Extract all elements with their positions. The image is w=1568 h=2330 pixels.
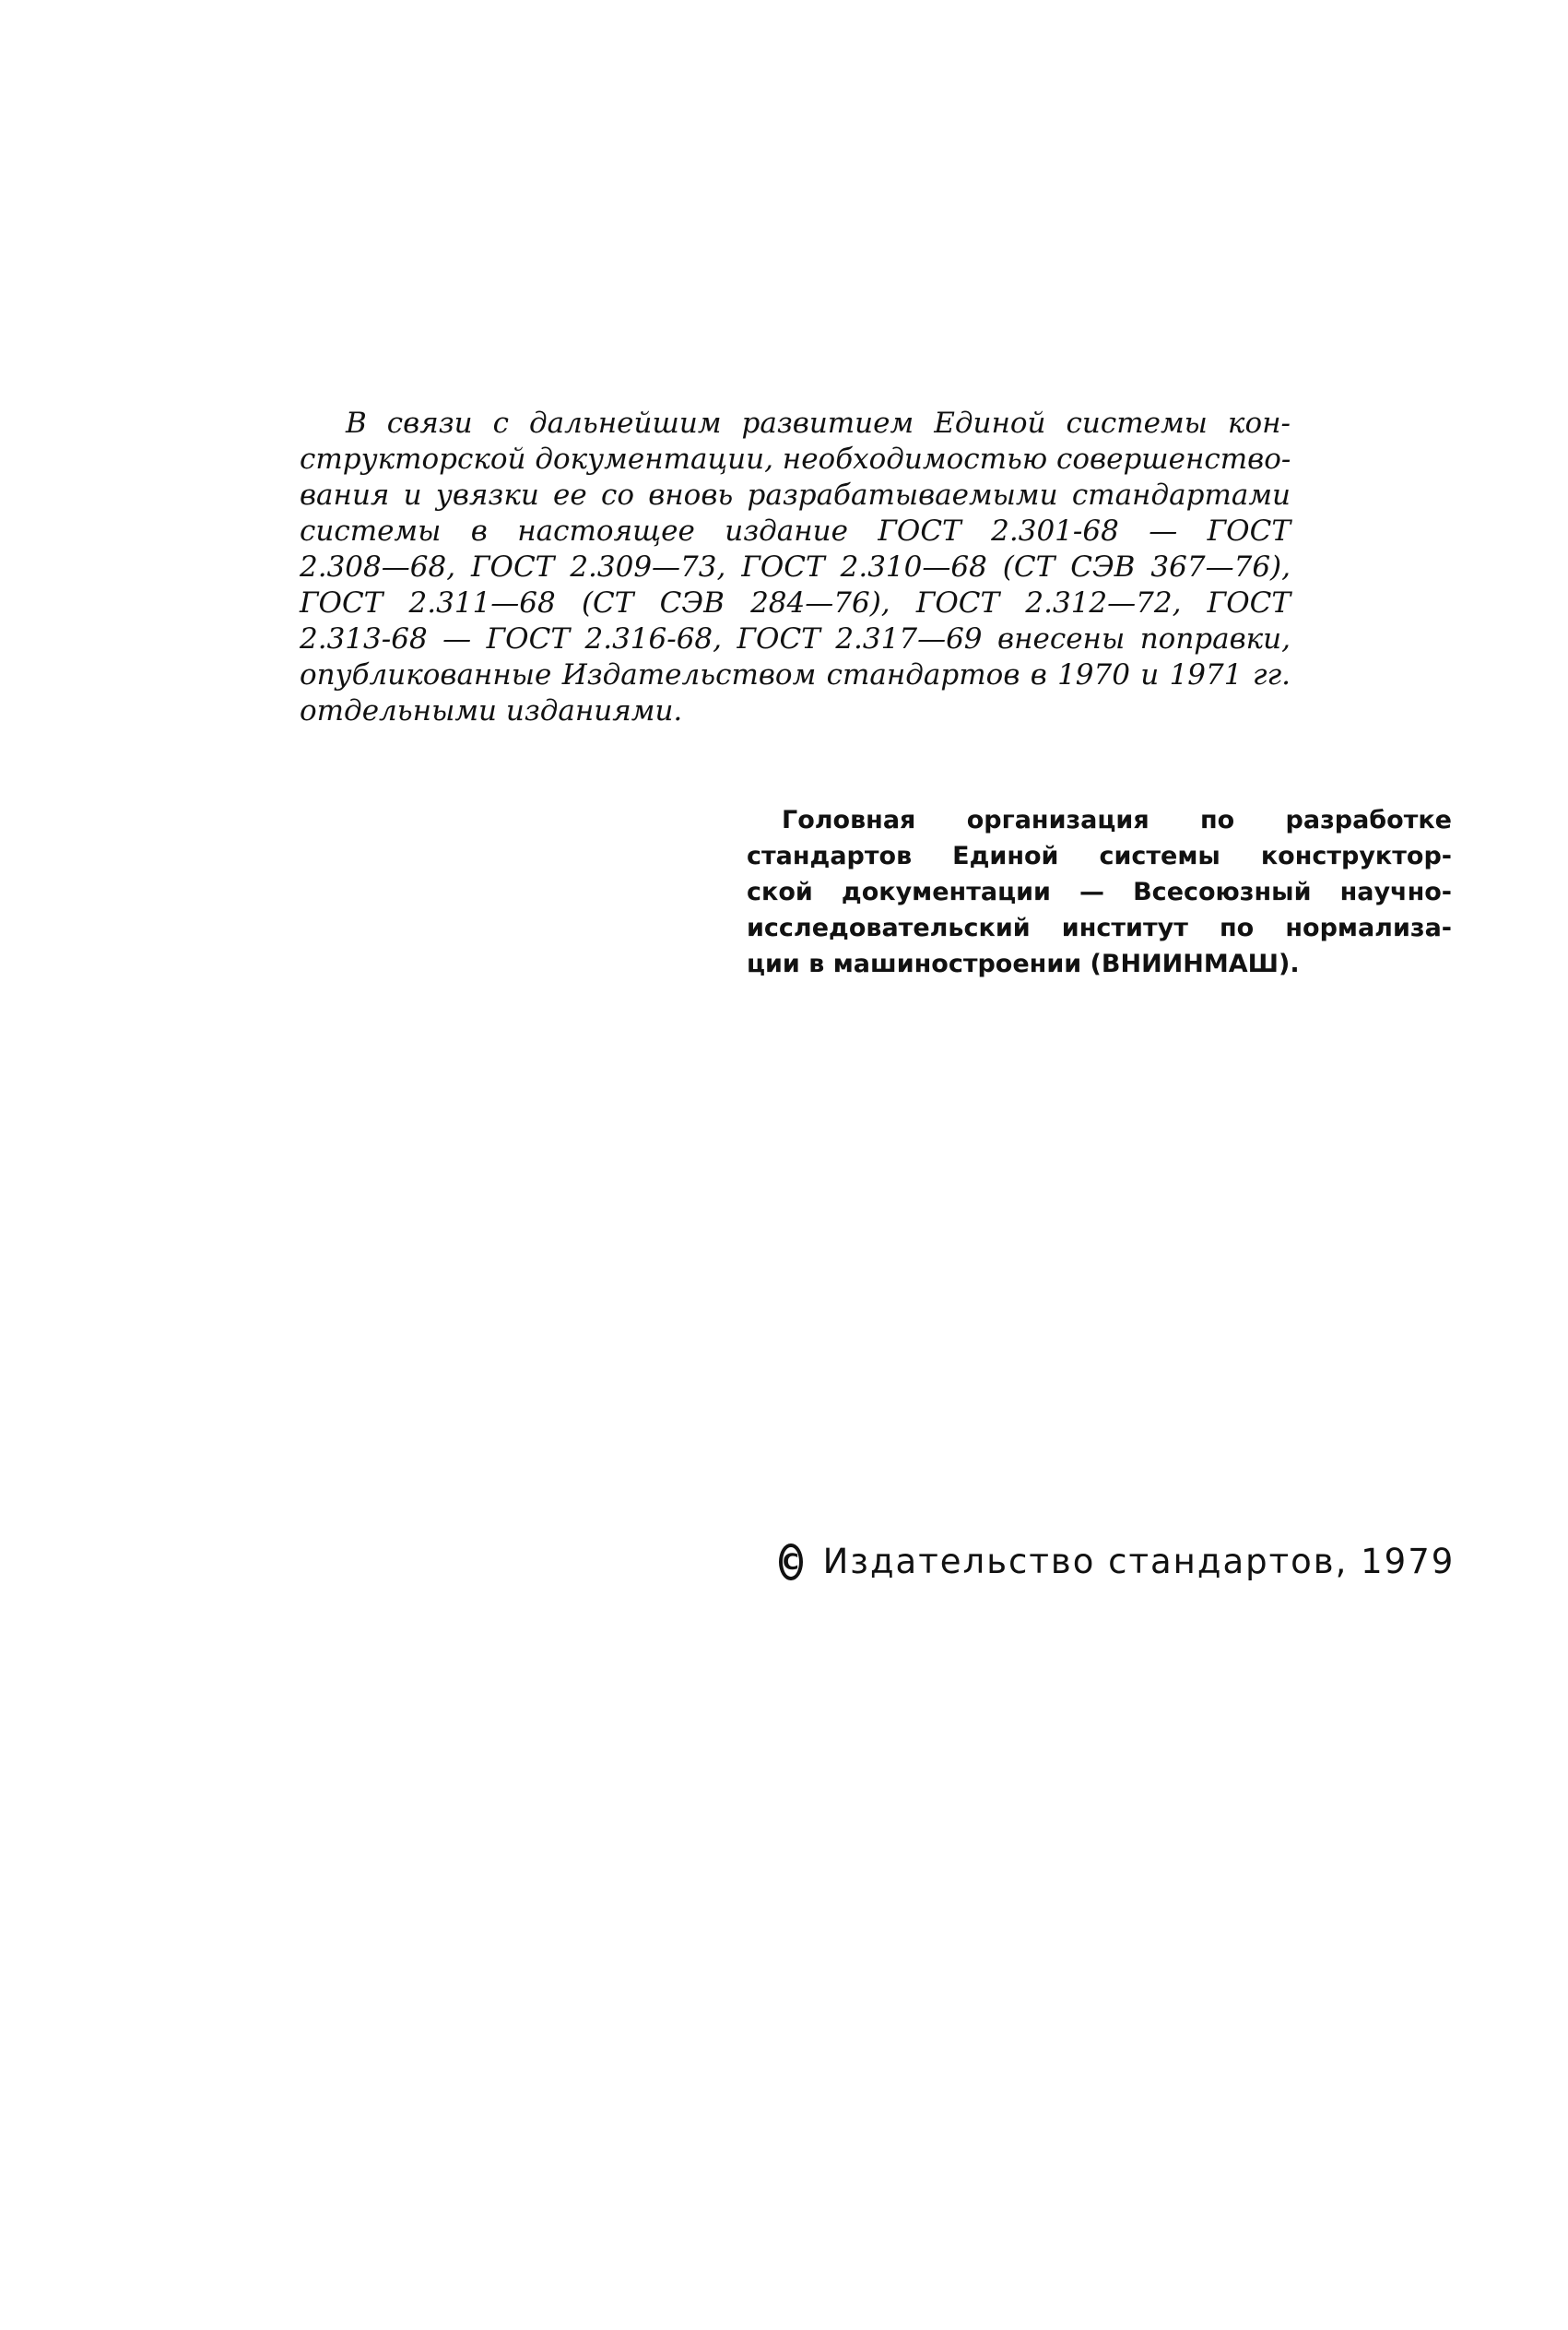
revision-note-line: вания и увязки ее со вновь разрабатываемыми стандартами bbox=[300, 479, 1291, 512]
copyright-text: Издательство стандартов, 1979 bbox=[822, 1542, 1456, 1581]
revision-note bbox=[300, 406, 1291, 729]
revision-note-line: отдельными изданиями. bbox=[300, 694, 683, 727]
organization-line: ской документации — Всесоюзный научно- bbox=[747, 878, 1452, 906]
revision-note-line: ГОСТ 2.311—68 (СТ СЭВ 284—76), ГОСТ 2.312—72, ГОСТ bbox=[300, 586, 1291, 620]
revision-note-line: системы в настоящее издание ГОСТ 2.301-68 — ГОСТ bbox=[300, 514, 1291, 548]
organization-line: Головная организация по разработке bbox=[782, 806, 1452, 834]
organization-line: стандартов Единой системы конструктор- bbox=[747, 842, 1452, 870]
revision-note-line: опубликованные Издательством стандартов в 1970 и 1971 гг. bbox=[300, 658, 1291, 692]
revision-note-line: 2.308—68, ГОСТ 2.309—73, ГОСТ 2.310—68 (СТ СЭВ 367—76), bbox=[300, 550, 1291, 584]
revision-note-line: 2.313-68 — ГОСТ 2.316-68, ГОСТ 2.317—69 внесены поправки, bbox=[300, 622, 1291, 656]
revision-note-line: В связи с дальнейшим развитием Единой системы кон- bbox=[346, 407, 1291, 440]
organization-line: исследовательский институт по нормализа- bbox=[747, 914, 1452, 942]
revision-note-line: структорской документации, необходимостью совершенство- bbox=[300, 443, 1291, 476]
copyright-notice bbox=[779, 1540, 1456, 1584]
organization-line: ции в машиностроении (ВНИИНМАШ). bbox=[747, 950, 1300, 978]
copyright-icon: C bbox=[779, 1543, 803, 1580]
lead-organization-statement bbox=[747, 802, 1452, 982]
